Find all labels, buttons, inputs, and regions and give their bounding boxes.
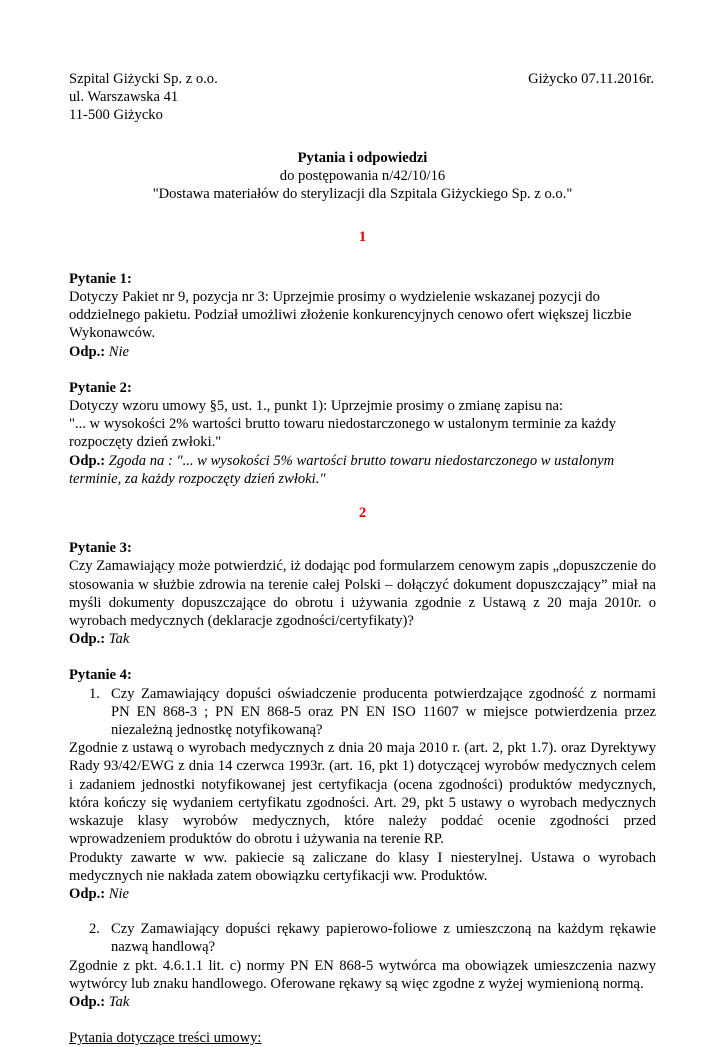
answer-label: Odp.: — [69, 993, 106, 1010]
question-label: Pytanie 2: — [69, 379, 132, 396]
section-heading: Pytania dotyczące treści umowy: — [69, 1030, 262, 1047]
address-line: ul. Warszawska 41 — [69, 89, 179, 106]
address-line: 11-500 Giżycko — [69, 107, 163, 124]
answer-line — [69, 343, 656, 361]
explanation-paragraph: Zgodnie z ustawą o wyrobach medycznych z dnia 20 maja 2010 r. (art. 2, pkt 1.7). oraz Dyrektywy Rady 93/42/EWG z dnia 14 czerwca 1993r. (art. 16, pkt 1) dotyczącej wyrobów medycznych celem i zadaniem jednostki notyfikowanej jest certyfikacja (ocena zgodności) produktów medycznych, która kończy się wydaniem certyfikatu zgodności. Art. 29, pkt 5 ustawy o wyrobach medycznych wskazuje klasy wyrobów medycznych, które należy poddać ocenie zgodności przed wprowadzeniem produktów do obrotu i używania na terenie RP. — [69, 740, 656, 848]
question-text: Czy Zamawiający może potwierdzić, iż dodając pod formularzem cenowym zapis „dopuszczenie do stosowania w służbie zdrowia na terenie całej Polski – dołączyć dokument dopuszczający” miał na myśli dokumenty dopuszczające do obrotu i używania zgodnie z Ustawą z 20 maja 2010r. o wyrobach medycznych (deklaracje zgodności/certyfikaty)? — [69, 558, 656, 630]
answer-line — [69, 885, 656, 903]
answer-line — [69, 630, 656, 648]
title-heading: Pytania i odpowiedzi — [297, 150, 428, 166]
letter-header — [69, 70, 656, 124]
question-text: Dotyczy Pakiet nr 9, pozycja nr 3: Uprzejmie prosimy o wydzielenie wskazanej pozycji do oddzielnego pakietu. Podział umożliwi złożenie konkurencyjnych cenowo ofert większej liczbie Wykonawców. — [69, 289, 632, 342]
question-label: Pytanie 3: — [69, 540, 132, 557]
title-line: "Dostawa materiałów do sterylizacji dla Szpitala Giżyckiego Sp. z o.o." — [152, 186, 573, 203]
place-date: Giżycko 07.11.2016r. — [528, 71, 654, 87]
question-label: Pytanie 1: — [69, 270, 132, 287]
list-item — [69, 920, 656, 956]
address-line: Szpital Giżycki Sp. z o.o. — [69, 71, 218, 87]
question-quote: "... w wysokości 2% wartości brutto towaru niedostarczonego w ustalonym terminie za każdy rozpoczęty dzień zwłoki." — [69, 416, 617, 451]
answer-label: Odp.: — [69, 343, 106, 360]
question-2 — [69, 379, 656, 488]
question-4 — [69, 666, 656, 1011]
question-1 — [69, 270, 656, 361]
section-number: 2 — [358, 505, 367, 522]
list-item-text: Czy Zamawiający dopuści rękawy papierowo-foliowe z umieszczoną na każdym rękawie nazwą handlową? — [111, 921, 656, 956]
document-title — [69, 149, 656, 204]
answer-text: Nie — [108, 343, 130, 360]
answer-text: Zgoda na : "... w wysokości 5% wartości brutto towaru niedostarczonego w ustalonym terminie, za każdy rozpoczęty dzień zwłoki." — [69, 452, 615, 487]
answer-line — [69, 993, 656, 1011]
list-item — [69, 685, 656, 740]
question-text: Dotyczy wzoru umowy §5, ust. 1., punkt 1): Uprzejmie prosimy o zmianę zapisu na: — [69, 398, 564, 415]
list-item-text: Czy Zamawiający dopuści oświadczenie producenta potwierdzające zgodność z normami PN EN 868-3 ; PN EN 868-5 oraz PN EN ISO 11607 w miejsce potwierdzenia przez niezależną jednostkę notyfikowaną? — [111, 685, 656, 739]
document-page — [69, 70, 656, 1047]
section-number: 1 — [358, 228, 367, 245]
explanation-paragraph: Produkty zawarte w ww. pakiecie są zaliczane do klasy I niesterylnej. Ustawa o wyrobach medycznych nie nakłada zatem obowiązku certyfikacji ww. Produktów. — [69, 849, 656, 884]
list-number: 2. — [89, 921, 100, 938]
title-line: do postępowania n/42/10/16 — [279, 168, 446, 185]
answer-label: Odp.: — [69, 452, 106, 469]
answer-label: Odp.: — [69, 885, 106, 902]
answer-label: Odp.: — [69, 631, 106, 648]
question-label: Pytanie 4: — [69, 667, 132, 684]
explanation-paragraph: Zgodnie z pkt. 4.6.1.1 lit. c) normy PN EN 868-5 wytwórca ma obowiązek umieszczenia nazwy wytwórcy lub znaku handlowego. Oferowane rękawy są więc zgodne z wyżej wymienioną normą. — [69, 957, 656, 992]
answer-text: Nie — [108, 885, 130, 902]
list-number: 1. — [89, 685, 100, 702]
answer-line — [69, 452, 656, 488]
answer-text: Tak — [108, 631, 130, 648]
question-3 — [69, 539, 656, 648]
answer-text: Tak — [108, 993, 130, 1010]
